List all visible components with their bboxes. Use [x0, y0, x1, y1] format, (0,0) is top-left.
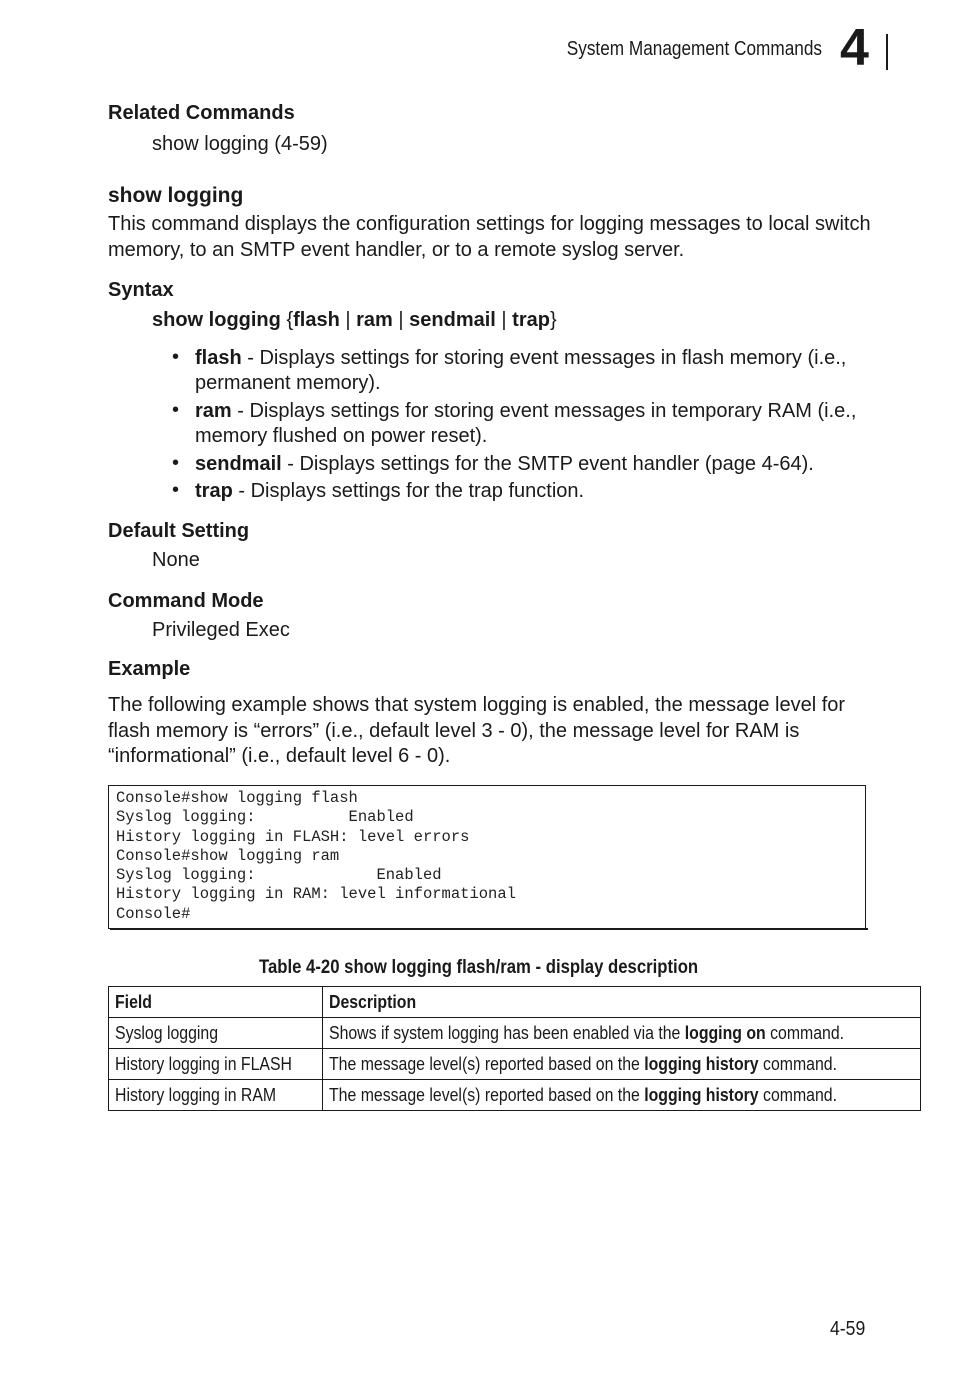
table-row	[109, 1018, 921, 1049]
console-output-shadow	[110, 928, 868, 930]
syntax-separator: |	[392, 309, 410, 331]
bullet-icon: •	[172, 346, 180, 368]
syntax-separator: |	[339, 309, 357, 331]
table-cell-description: Shows if system logging has been enabled via the logging on command.	[323, 1018, 921, 1049]
syntax-separator: |	[495, 309, 513, 331]
table-caption: Table 4-20 show logging flash/ram - display description	[258, 957, 699, 978]
example-description: The following example shows that system logging is enabled, the message level for flash memory is “errors” (i.e., default level 3 - 0), the message level for RAM is “informational” (i.e., default level 6 - 0).	[108, 694, 846, 767]
related-commands-heading: Related Commands	[108, 102, 295, 124]
syntax-item-desc: - Displays settings for storing event messages in flash memory (i.e., permanent memory).	[195, 347, 847, 394]
syntax-item	[195, 399, 875, 449]
default-setting-value: None	[152, 549, 200, 571]
syntax-item	[195, 346, 875, 396]
syntax-option-ram: ram	[356, 309, 393, 331]
syntax-item	[195, 479, 875, 504]
running-header: System Management Commands	[566, 38, 822, 60]
syntax-item-desc: - Displays settings for storing event messages in temporary RAM (i.e., memory flushed on power reset).	[195, 400, 857, 447]
syntax-item-term: flash	[195, 347, 242, 369]
syntax-open-brace: {	[286, 309, 294, 331]
syntax-item-term: sendmail	[195, 453, 282, 475]
command-mode-heading: Command Mode	[108, 590, 264, 612]
syntax-option-flash: flash	[293, 309, 340, 331]
syntax-item-term: trap	[195, 480, 233, 502]
syntax-command: show logging	[152, 309, 281, 331]
syntax-item-term: ram	[195, 400, 232, 422]
command-mode-value: Privileged Exec	[152, 619, 290, 641]
syntax-item	[195, 452, 875, 477]
syntax-close-brace: }	[549, 309, 557, 331]
table-row	[109, 1080, 921, 1111]
bullet-icon: •	[172, 479, 180, 501]
syntax-item-desc: - Displays settings for the SMTP event handler (page 4-64).	[281, 453, 814, 475]
related-command-link: show logging (4-59)	[152, 133, 328, 155]
syntax-line	[152, 309, 557, 332]
table-cell-field: History logging in RAM	[109, 1080, 323, 1111]
chapter-divider	[886, 34, 888, 70]
command-title: show logging	[108, 184, 244, 207]
table-header-field: Field	[109, 987, 323, 1018]
table-cell-description: The message level(s) reported based on the logging history command.	[323, 1049, 921, 1080]
chapter-number: 4	[840, 19, 869, 77]
example-heading: Example	[108, 658, 191, 680]
syntax-option-sendmail: sendmail	[409, 309, 496, 331]
table-header-description: Description	[323, 987, 921, 1018]
table-row	[109, 1049, 921, 1080]
page-number: 4-59	[830, 1318, 866, 1340]
console-output: Console#show logging flash Syslog logging: Enabled History logging in FLASH: level errors Console#show logging ram Syslog logging: Enabled History logging in RAM: level informational Console#	[108, 785, 866, 929]
command-description: This command displays the configuration settings for logging messages to local switch memory, to an SMTP event handler, or to a remote syslog server.	[108, 213, 871, 261]
table-cell-field: History logging in FLASH	[109, 1049, 323, 1080]
syntax-heading: Syntax	[108, 279, 174, 301]
table-cell-description: The message level(s) reported based on the logging history command.	[323, 1080, 921, 1111]
syntax-option-trap: trap	[512, 309, 550, 331]
bullet-icon: •	[172, 452, 180, 474]
table-header-row	[109, 987, 921, 1018]
default-setting-heading: Default Setting	[108, 520, 250, 542]
table-cell-field: Syslog logging	[109, 1018, 323, 1049]
bullet-icon: •	[172, 399, 180, 421]
syntax-item-desc: - Displays settings for the trap function.	[232, 480, 585, 502]
description-table	[108, 986, 921, 1111]
